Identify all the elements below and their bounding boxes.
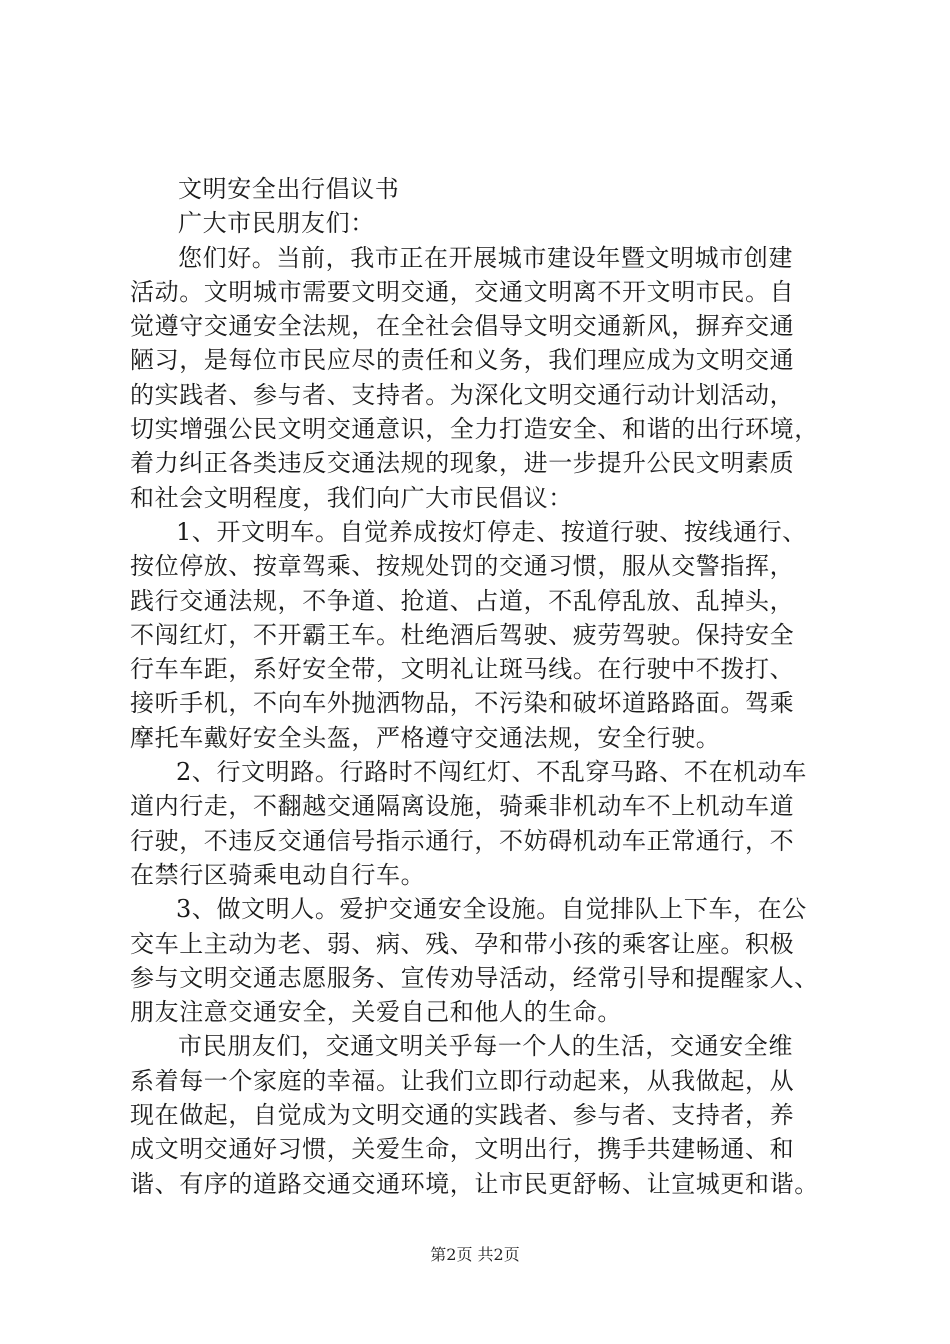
text-line: 切实增强公民文明交通意识，全力打造安全、和谐的出行环境， (130, 415, 819, 444)
paragraph-item-2 (130, 755, 838, 892)
text-line: 行车车距，系好安全带，文明礼让斑马线。在行驶中不拨打、 (130, 655, 795, 684)
text-line: 活动。文明城市需要文明交通，交通文明离不开文明市民。自 (130, 277, 795, 306)
page-indicator: 第2页 共2页 (430, 1245, 520, 1264)
text-line: 接听手机，不向车外抛洒物品，不污染和破坏道路路面。驾乘 (130, 689, 795, 718)
document-title: 文明安全出行倡议书 (178, 175, 400, 203)
text-line: 2、行文明路。行路时不闯红灯、不乱穿马路、不在机动车 (176, 758, 807, 787)
text-line: 3、做文明人。爱护交通安全设施。自觉排队上下车，在公 (176, 895, 807, 924)
text-line: 在禁行区骑乘电动自行车。 (130, 860, 426, 889)
text-line: 摩托车戴好安全头盔，严格遵守交通法规，安全行驶。 (130, 723, 721, 752)
paragraph-item-1 (130, 515, 838, 755)
paragraph-closing (130, 1029, 838, 1200)
text-line: 行驶，不违反交通信号指示通行，不妨碍机动车正常通行，不 (130, 826, 795, 855)
text-line: 践行交通法规，不争道、抢道、占道，不乱停乱放、乱掉头， (130, 586, 795, 615)
text-line: 着力纠正各类违反交通法规的现象，进一步提升公民文明素质 (130, 449, 795, 478)
text-line: 现在做起，自觉成为文明交通的实践者、参与者、支持者，养 (130, 1101, 795, 1130)
salutation: 广大市民朋友们： (178, 209, 375, 238)
text-line: 不闯红灯，不开霸王车。杜绝酒后驾驶、疲劳驾驶。保持安全 (130, 620, 795, 649)
text-line: 您们好。当前，我市正在开展城市建设年暨文明城市创建 (178, 243, 793, 272)
page-footer (0, 1245, 950, 1265)
text-line: 成文明交通好习惯，关爱生命，文明出行，携手共建畅通、和 (130, 1135, 795, 1164)
text-line: 陋习，是每位市民应尽的责任和义务，我们理应成为文明交通 (130, 346, 795, 375)
text-line: 交车上主动为老、弱、病、残、孕和带小孩的乘客让座。积极 (130, 929, 795, 958)
text-line: 的实践者、参与者、支持者。为深化文明交通行动计划活动， (130, 380, 795, 409)
text-line: 谐、有序的道路交通交通环境，让市民更舒畅、让宣城更和谐。 (130, 1169, 819, 1198)
text-line: 朋友注意交通安全，关爱自己和他人的生命。 (130, 998, 622, 1027)
text-line: 系着每一个家庭的幸福。让我们立即行动起来，从我做起，从 (130, 1066, 795, 1095)
paragraph-greeting (130, 241, 838, 515)
text-line: 觉遵守交通安全法规，在全社会倡导文明交通新风，摒弃交通 (130, 312, 795, 341)
text-line: 1、开文明车。自觉养成按灯停走、按道行驶、按线通行、 (176, 517, 807, 546)
text-line: 参与文明交通志愿服务、宣传劝导活动，经常引导和提醒家人、 (130, 963, 819, 992)
paragraph-item-3 (130, 892, 838, 1029)
document-body (130, 172, 838, 1201)
text-line: 和社会文明程度，我们向广大市民倡议： (130, 483, 573, 512)
text-line: 道内行走，不翻越交通隔离设施，骑乘非机动车不上机动车道 (130, 792, 795, 821)
text-line: 按位停放、按章驾乘、按规处罚的交通习惯，服从交警指挥， (130, 552, 795, 581)
text-line: 市民朋友们，交通文明关乎每一个人的生活，交通安全维 (178, 1032, 793, 1061)
